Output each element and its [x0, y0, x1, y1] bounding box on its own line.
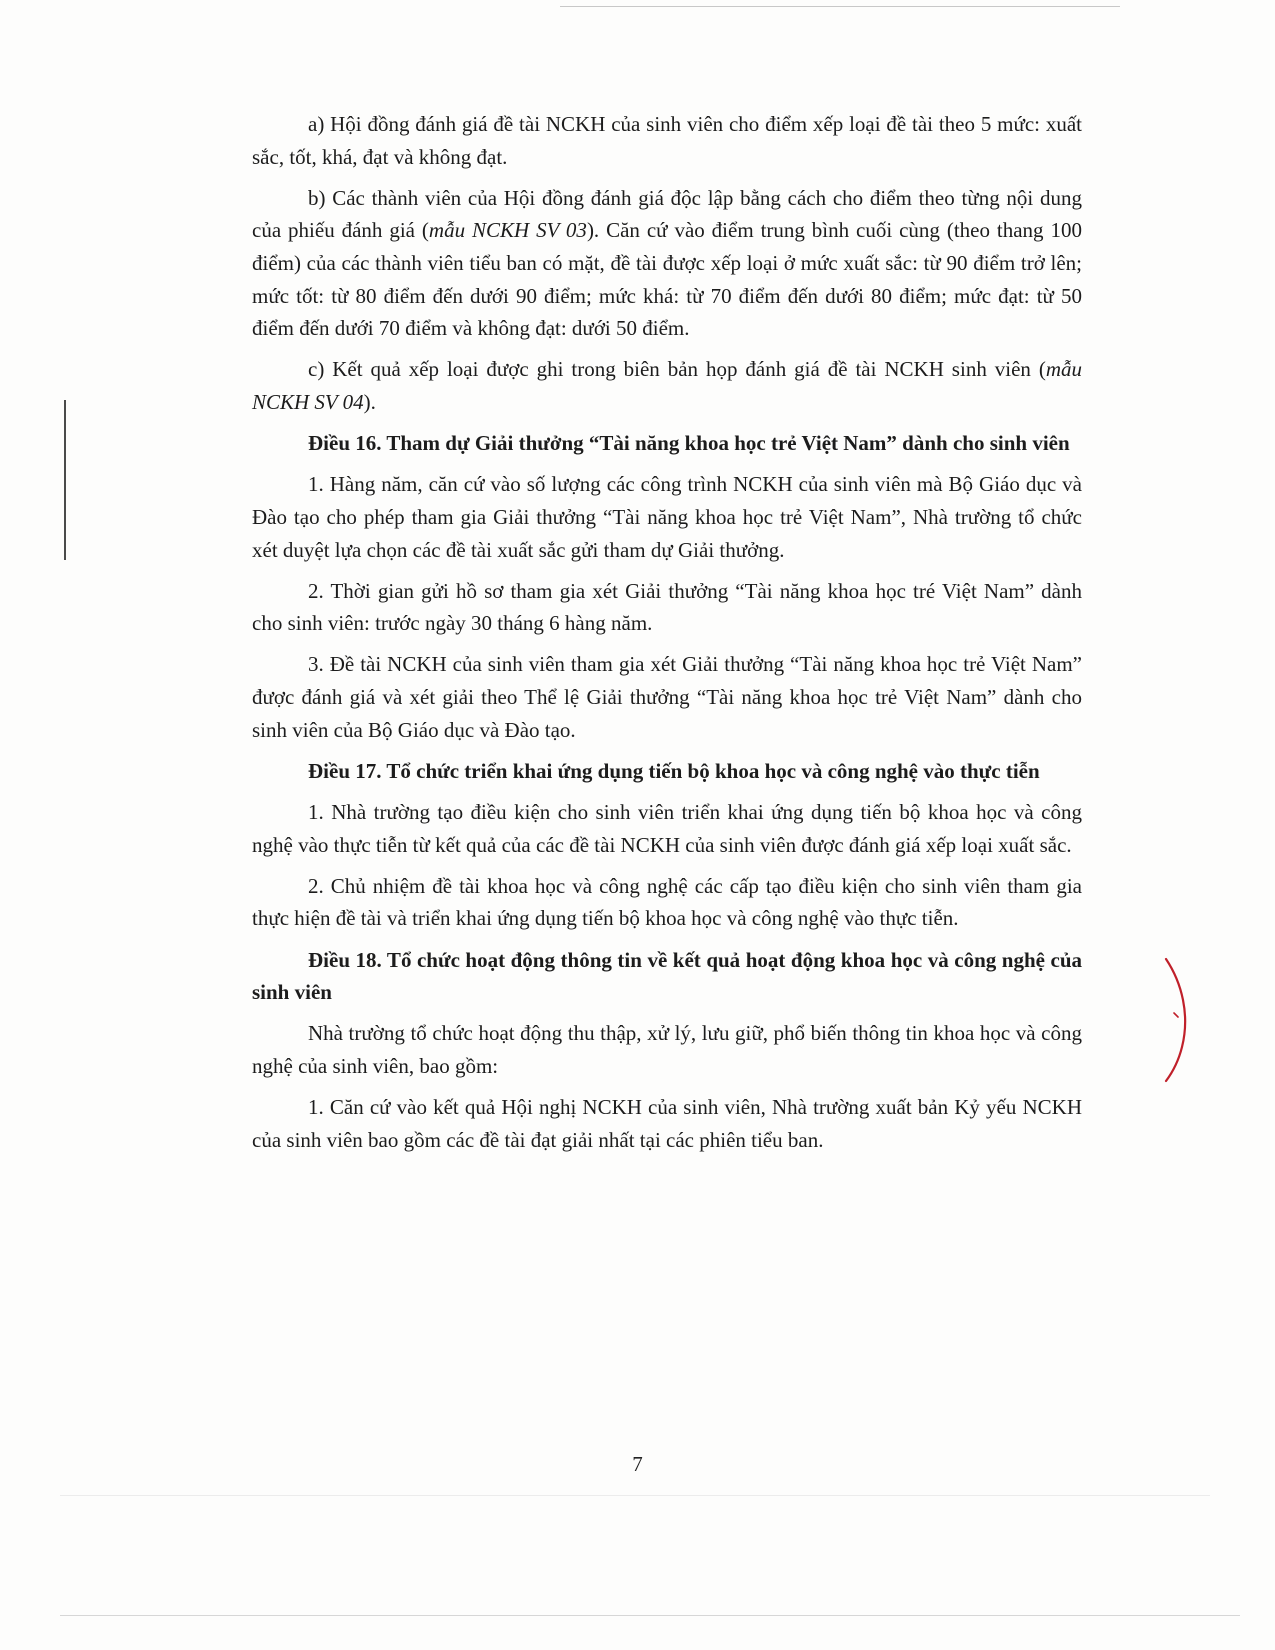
form-reference: mẫu NCKH SV 04 — [252, 357, 1082, 414]
article-16-heading: Điều 16. Tham dự Giải thưởng “Tài năng khoa học trẻ Việt Nam” dành cho sinh viên — [308, 431, 1070, 456]
article-17-item-2: 2. Chủ nhiệm đề tài khoa học và công nghệ các cấp tạo điều kiện cho sinh viên tham gia thực hiện đề tài và triển khai ứng dụng tiến bộ khoa học và công nghệ vào thực tiễn. — [252, 873, 1082, 931]
form-reference: mẫu NCKH SV 03 — [428, 218, 587, 243]
para-c: c) Kết quả xếp loại được ghi trong biên bản họp đánh giá đề tài NCKH sinh viên (mẫu NCKH SV 04). — [252, 357, 1082, 414]
scan-edge-bottom — [60, 1615, 1240, 1616]
article-17-heading: Điều 17. Tổ chức triển khai ứng dụng tiến bộ khoa học và công nghệ vào thực tiễn — [308, 758, 1040, 783]
red-ink-mark-icon — [1160, 955, 1200, 1085]
article-18-heading: Điều 18. Tổ chức hoạt động thông tin về kết quả hoạt động khoa học và công nghệ của sinh viên — [252, 947, 1082, 1005]
scan-edge-top — [560, 6, 1120, 7]
article-16-item-1: 1. Hàng năm, căn cứ vào số lượng các công trình NCKH của sinh viên mà Bộ Giáo dục và Đào tạo cho phép tham gia Giải thưởng “Tài năng khoa học trẻ Việt Nam”, Nhà trường tổ chức xét duyệt lựa chọn các đề tài xuất sắc gửi tham dự Giải thưởng. — [252, 472, 1082, 562]
article-18-intro: Nhà trường tổ chức hoạt động thu thập, xử lý, lưu giữ, phổ biến thông tin khoa học và công nghệ của sinh viên, bao gồm: — [252, 1021, 1082, 1078]
article-18-item-1: 1. Căn cứ vào kết quả Hội nghị NCKH của sinh viên, Nhà trường xuất bản Kỷ yếu NCKH của sinh viên bao gồm các đề tài đạt giải nhất tại các phiên tiểu ban. — [252, 1095, 1082, 1152]
page-number: 7 — [632, 1452, 643, 1476]
scan-artifact-left-line — [64, 400, 66, 560]
article-17-item-1: 1. Nhà trường tạo điều kiện cho sinh viên triển khai ứng dụng tiến bộ khoa học và công nghệ vào thực tiễn từ kết quả của các đề tài NCKH của sinh viên được đánh giá xếp loại xuất sắc. — [252, 800, 1082, 857]
para-b: b) Các thành viên của Hội đồng đánh giá độc lập bằng cách cho điểm theo từng nội dung của phiếu đánh giá (mẫu NCKH SV 03). Căn cứ vào điểm trung bình cuối cùng (theo thang 100 điểm) của các thành viên tiểu ban có mặt, đề tài được xếp loại ở mức xuất sắc: từ 90 điểm trở lên; mức tốt: từ 80 điểm đến dưới 90 điểm; mức khá: từ 70 điểm đến dưới 80 điểm; mức đạt: từ 50 điểm đến dưới 70 điểm và không đạt: dưới 50 điểm. — [252, 185, 1082, 341]
scan-edge-line — [60, 1495, 1210, 1496]
article-16-item-2: 2. Thời gian gửi hồ sơ tham gia xét Giải thưởng “Tài năng khoa học tré Việt Nam” dành cho sinh viên: trước ngày 30 tháng 6 hàng năm. — [252, 578, 1082, 636]
document-body — [252, 108, 1082, 1165]
para-a: a) Hội đồng đánh giá đề tài NCKH của sinh viên cho điểm xếp loại đề tài theo 5 mức: xuất sắc, tốt, khá, đạt và không đạt. — [252, 112, 1082, 169]
article-16-item-3: 3. Đề tài NCKH của sinh viên tham gia xét Giải thưởng “Tài năng khoa học trẻ Việt Nam” được đánh giá và xét giải theo Thể lệ Giải thưởng “Tài năng khoa học trẻ Việt Nam” dành cho sinh viên của Bộ Giáo dục và Đào tạo. — [252, 652, 1082, 742]
